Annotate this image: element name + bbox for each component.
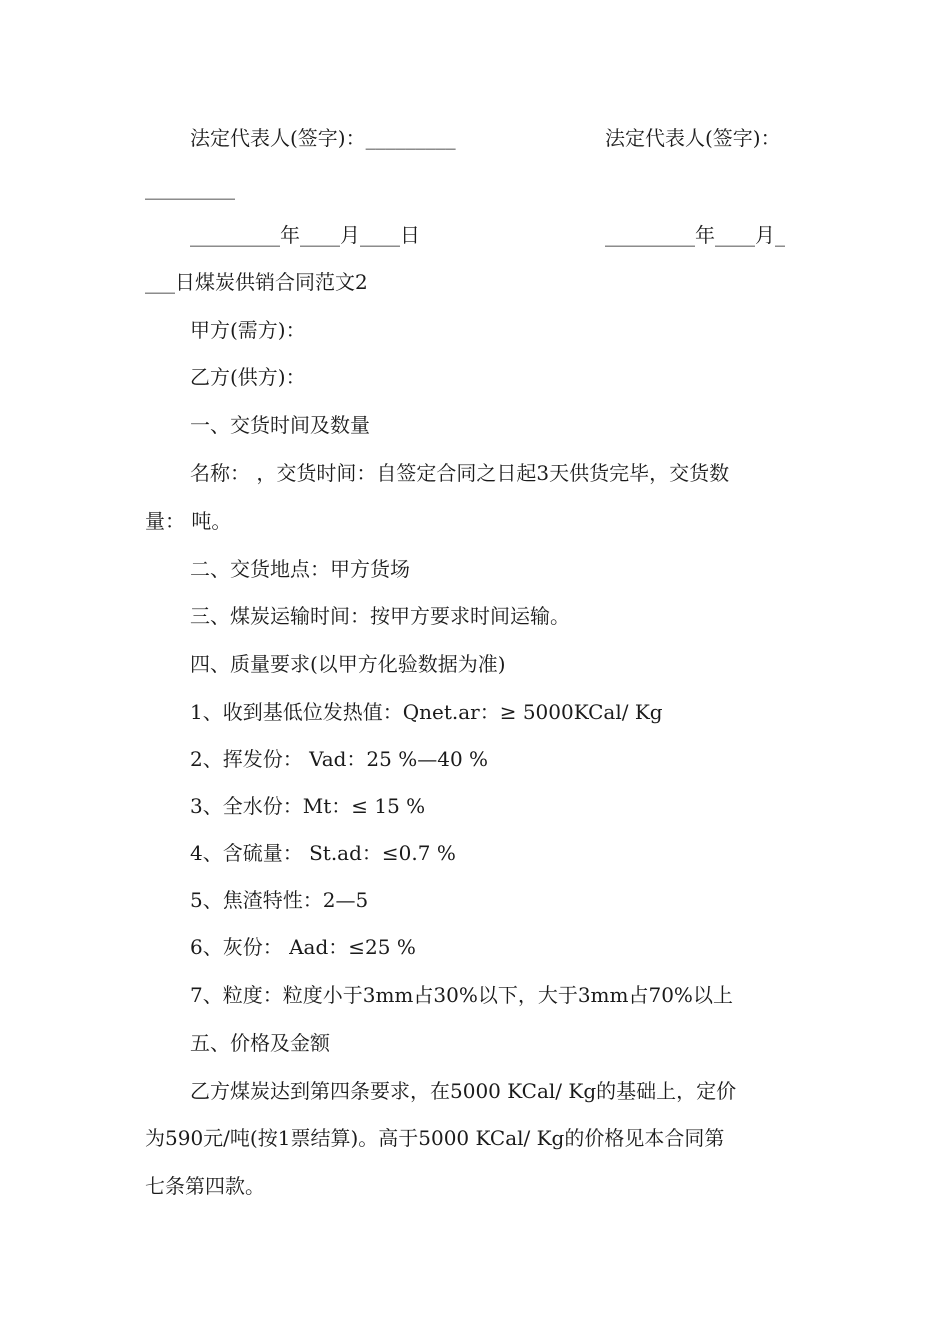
signature-right: 法定代表人(签字)： [605, 126, 781, 150]
date-row [190, 221, 815, 249]
signature-row [190, 124, 815, 152]
section-1-title: 一、交货时间及数量 [190, 413, 370, 437]
section-4-title: 四、质量要求(以甲方化验数据为准) [190, 652, 506, 676]
section-3: 三、煤炭运输时间：按甲方要求时间运输。 [190, 604, 570, 628]
section-5-line-2: 为590元/吨(按1票结算)。高于5000 KCal/ Kg的价格见本合同第 [145, 1126, 725, 1150]
date-wrap-title: ___日煤炭供销合同范文2 [145, 270, 368, 294]
seller-line: 乙方(供方)： [190, 365, 306, 389]
quality-item-6: 6、灰份： Aad：≤25 % [190, 935, 416, 959]
buyer-line: 甲方(需方)： [190, 318, 306, 342]
quality-item-2: 2、挥发份： Vad：25 %—40 % [190, 747, 489, 771]
signature-left: 法定代表人(签字)：_________ [190, 126, 456, 150]
quality-item-3: 3、全水份：Mt：≤ 15 % [190, 794, 426, 818]
section-1-line-1: 名称： ，交货时间：自签定合同之日起3天供货完毕，交货数 [190, 461, 730, 485]
signature-right-blank: _________ [145, 176, 235, 200]
section-5-title: 五、价格及金额 [190, 1031, 330, 1055]
quality-item-5: 5、焦渣特性：2—5 [190, 888, 369, 912]
section-2: 二、交货地点：甲方货场 [190, 557, 410, 581]
quality-item-1: 1、收到基低位发热值：Qnet.ar：≥ 5000KCal/ Kg [190, 700, 663, 724]
date-left: _________年____月____日 [190, 223, 420, 247]
section-1-line-2: 量： 吨。 [145, 509, 232, 533]
quality-item-4: 4、含硫量： St.ad：≤0.7 % [190, 841, 456, 865]
section-5-line-3: 七条第四款。 [145, 1174, 265, 1198]
quality-item-7: 7、粒度：粒度小于3mm占30%以下，大于3mm占70%以上 [190, 983, 733, 1007]
section-5-line-1: 乙方煤炭达到第四条要求，在5000 KCal/ Kg的基础上，定价 [190, 1079, 737, 1103]
date-right: _________年____月_ [605, 223, 785, 247]
